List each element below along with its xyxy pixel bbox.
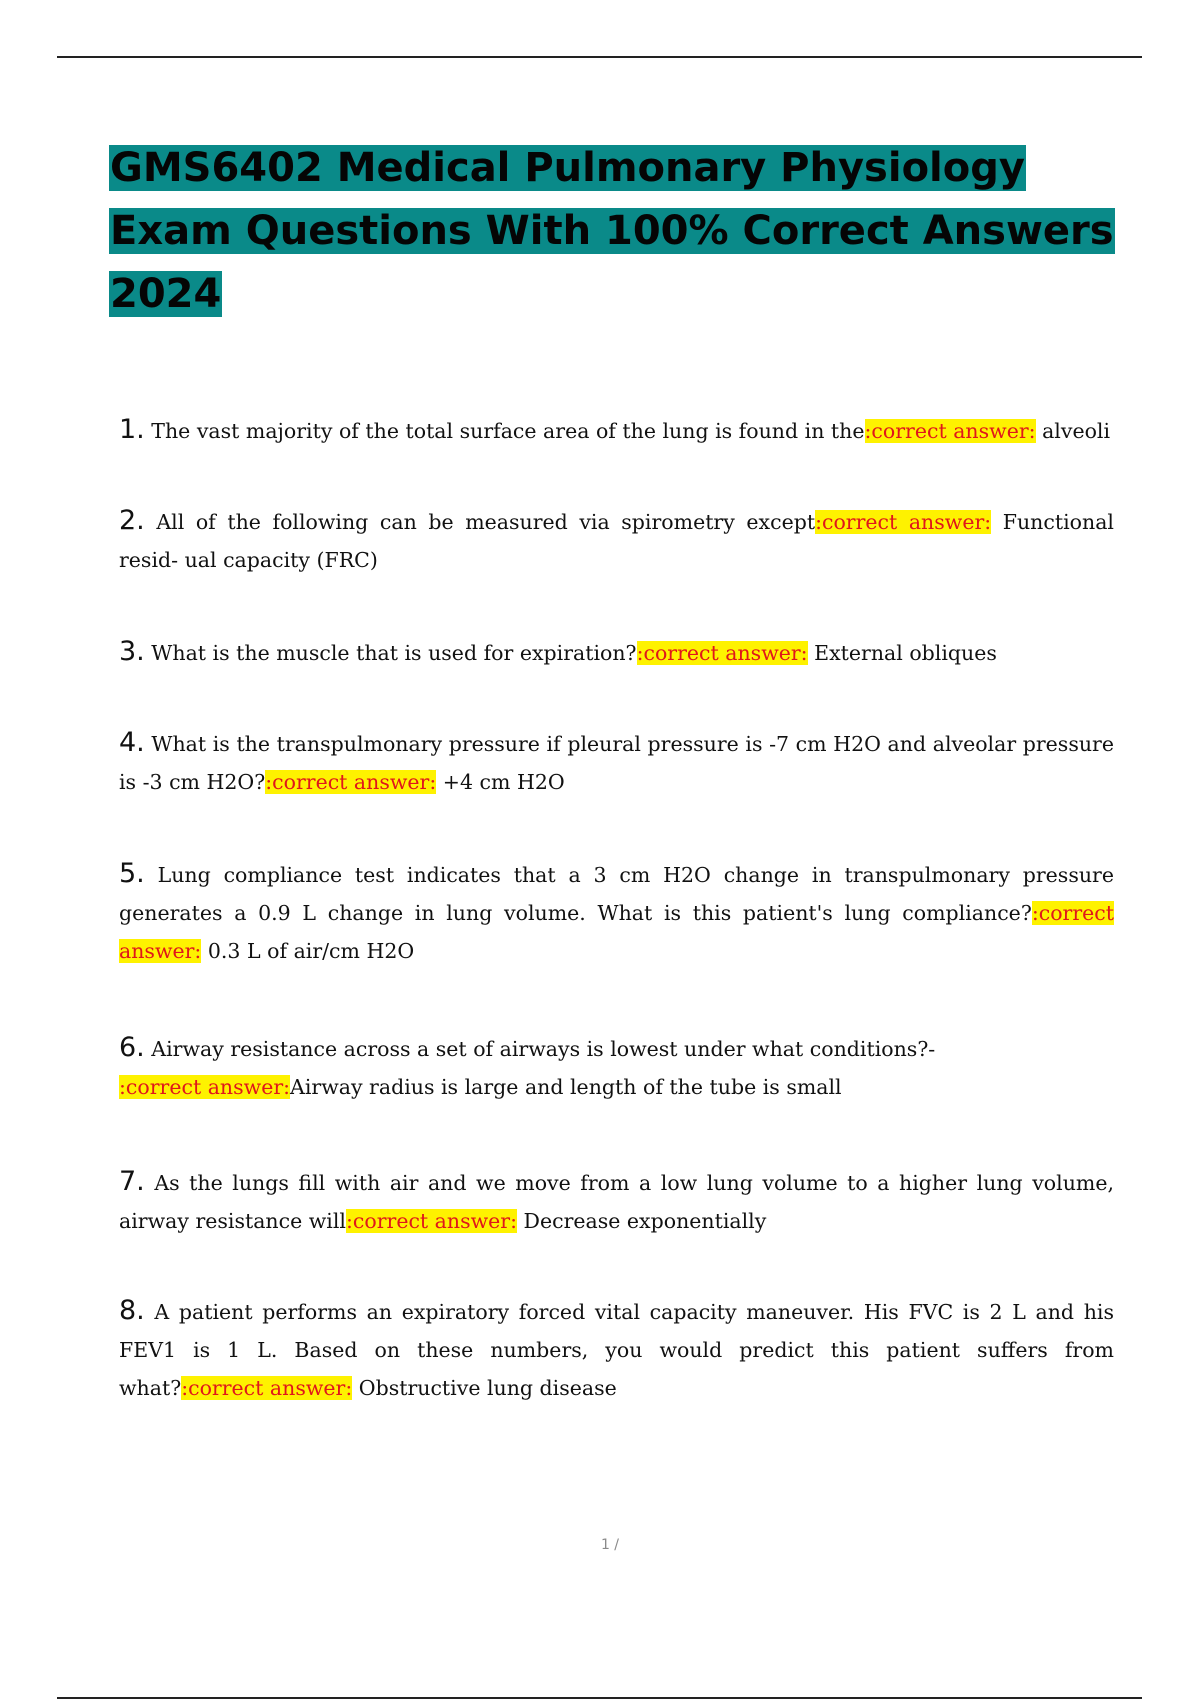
question-text: The vast majority of the total surface area of the lung is found in the: [151, 419, 865, 443]
correct-answer-tag: :correct answer:: [864, 419, 1036, 443]
question-text: Lung compliance test indicates that a 3 cm H2O change in transpulmonary pressure generates a 0.9 L change in lung volume. What is this patient's lung compliance?: [119, 863, 1114, 925]
document-title: [109, 137, 1194, 326]
answer-text: Functional resid- ual capacity (FRC): [119, 510, 1114, 572]
question-number: 8.: [119, 1295, 145, 1326]
question-text: A patient performs an expiratory forced vital capacity maneuver. His FVC is 2 L and his FEV1 is 1 L. Based on these numbers, you would predict this patient suffers from what?: [119, 1300, 1114, 1400]
question-4: [119, 724, 1114, 801]
question-text: What is the transpulmonary pressure if pleural pressure is -7 cm H2O and alveolar pressure is -3 cm H2O?: [119, 732, 1114, 794]
question-number: 6.: [119, 1032, 145, 1063]
correct-answer-tag: :correct answer:: [265, 770, 437, 794]
answer-text: External obliques: [814, 641, 997, 665]
title-line-3: 2024: [110, 271, 222, 317]
question-5: [119, 855, 1114, 970]
correct-answer-tag: :correct answer:: [636, 641, 808, 665]
question-3: [119, 633, 1114, 672]
question-text: All of the following can be measured via spirometry except: [156, 510, 816, 534]
question-number: 3.: [119, 636, 145, 667]
answer-text: alveoli: [1042, 419, 1111, 443]
correct-answer-tag: :correct answer:: [345, 1209, 518, 1233]
correct-answer-tag: :correct answer:: [119, 1075, 291, 1099]
question-number: 1.: [119, 414, 145, 445]
question-2: [119, 502, 1114, 579]
correct-answer-tag: :correct answer:: [815, 510, 992, 534]
question-text: What is the muscle that is used for expiration?: [151, 641, 637, 665]
question-1: [119, 411, 1114, 450]
answer-text: Decrease exponentially: [523, 1209, 767, 1233]
page-number: 1 /: [600, 1537, 620, 1553]
title-line-2: Exam Questions With 100% Correct Answers: [110, 208, 1114, 254]
bottom-rule: [57, 1697, 1142, 1699]
question-number: 5.: [119, 858, 145, 889]
question-text: As the lungs fill with air and we move from a low lung volume to a higher lung volume, airway resistance will: [119, 1171, 1114, 1233]
question-number: 4.: [119, 727, 145, 758]
question-text: Airway resistance across a set of airways is lowest under what conditions?-: [151, 1037, 936, 1061]
question-8: [119, 1292, 1114, 1407]
answer-text: Obstructive lung disease: [358, 1376, 617, 1400]
title-line-1: GMS6402 Medical Pulmonary Physiology: [110, 145, 1025, 191]
question-7: [119, 1163, 1114, 1240]
answer-text: Airway radius is large and length of the tube is small: [290, 1075, 842, 1099]
answer-text: +4 cm H2O: [442, 770, 565, 794]
answer-text: 0.3 L of air/cm H2O: [207, 939, 415, 963]
question-number: 7.: [119, 1166, 145, 1197]
question-number: 2.: [119, 505, 145, 536]
correct-answer-tag: :correct answer:: [181, 1376, 353, 1400]
question-6: [119, 1029, 1114, 1106]
top-rule: [57, 56, 1142, 58]
correct-answer-tag: :correct answer:: [119, 901, 1114, 963]
